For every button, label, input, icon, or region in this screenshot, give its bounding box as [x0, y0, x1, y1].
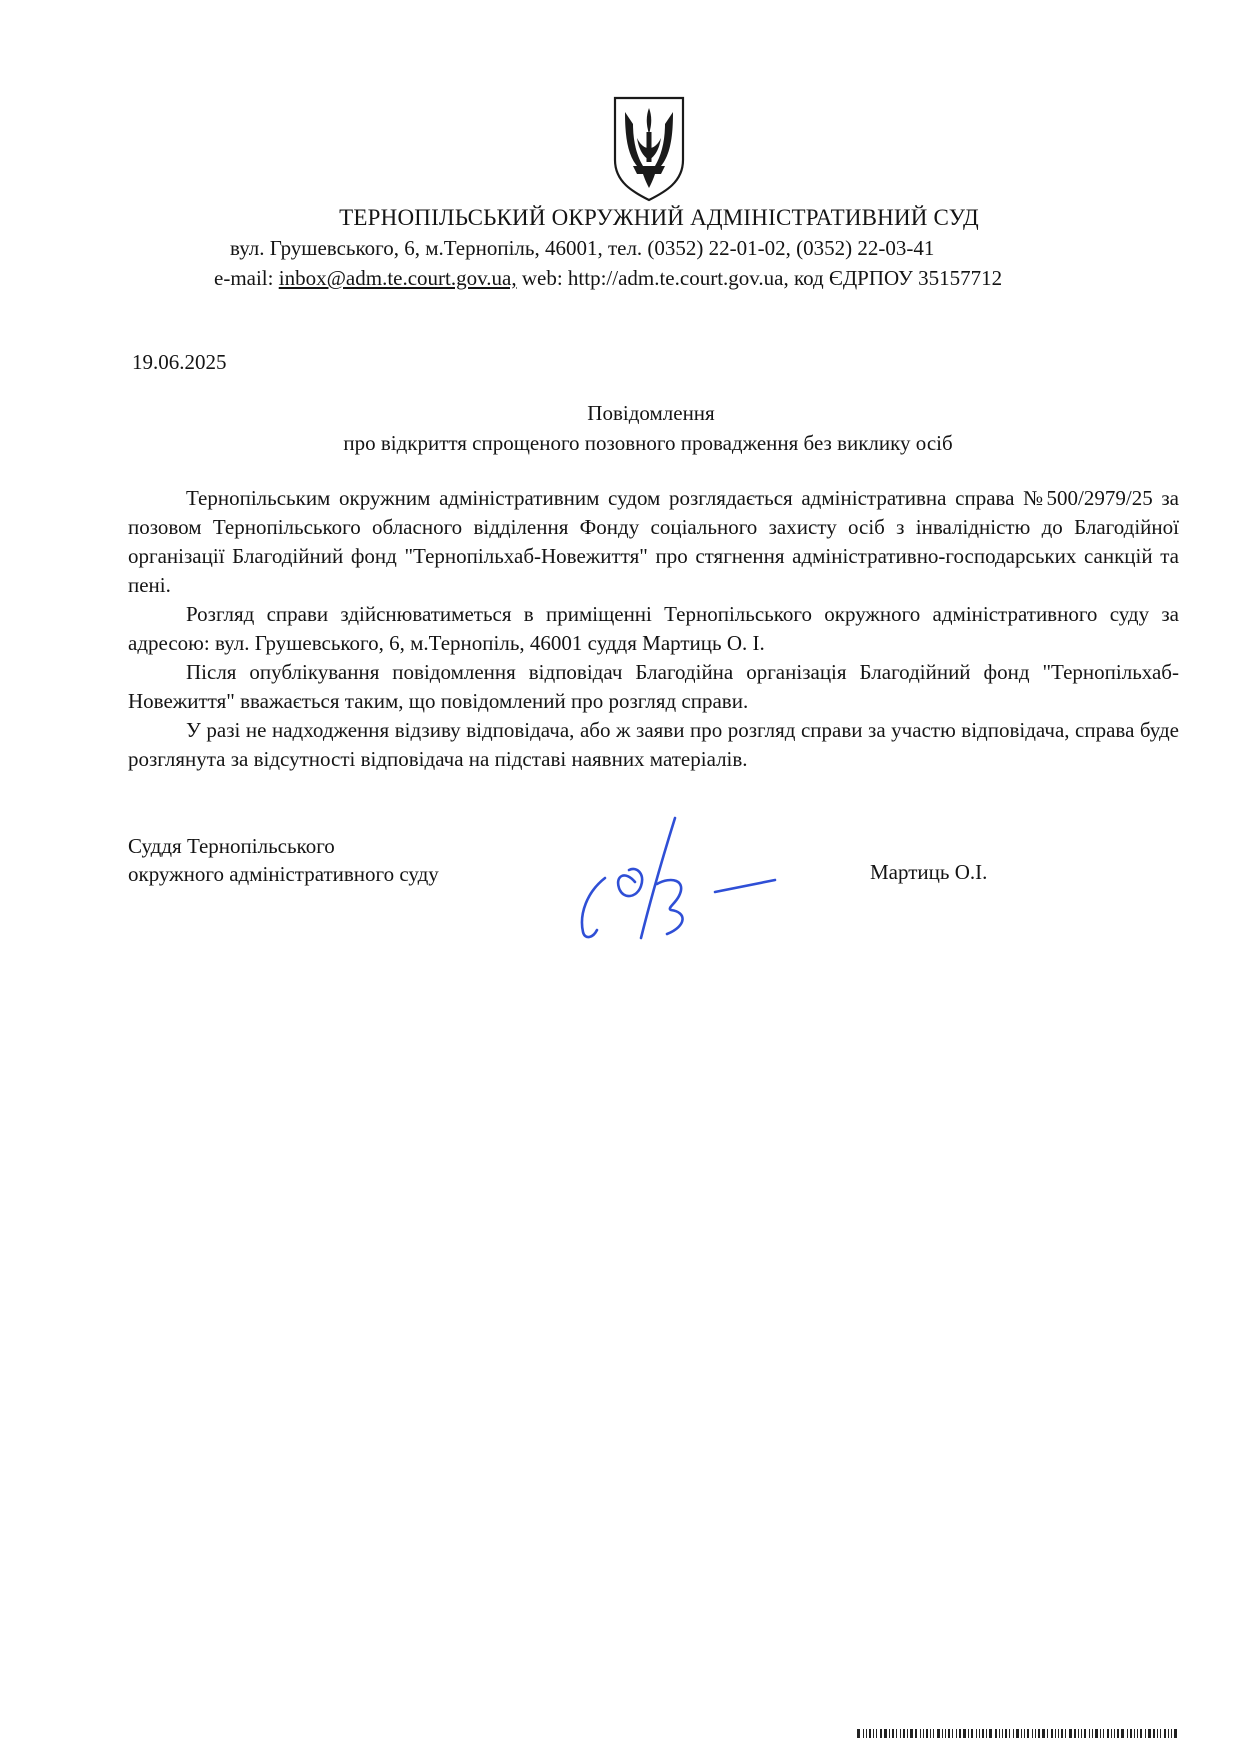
- barcode-bar: [1074, 1729, 1076, 1738]
- email-link[interactable]: inbox@adm.te.court.gov.ua,: [278, 266, 517, 290]
- barcode-bar: [1121, 1729, 1124, 1738]
- barcode-bar: [1078, 1729, 1079, 1738]
- body-paragraph: У разі не надходження відзиву відповідача, або ж заяви про розгляд справи за участю відповідача, справа буде розглянута за відсутності відповідача на підставі наявних матеріалів.: [128, 718, 1179, 771]
- barcode-bar: [1174, 1729, 1177, 1738]
- barcode-bar: [1148, 1729, 1151, 1738]
- barcode-bar: [999, 1729, 1000, 1738]
- barcode-bar: [982, 1729, 984, 1738]
- barcode-bar: [1107, 1729, 1109, 1738]
- barcode-bar: [1038, 1729, 1040, 1738]
- barcode-bar: [920, 1729, 921, 1738]
- trident-coat-of-arms-icon: [609, 94, 689, 202]
- barcode-bar: [1171, 1729, 1172, 1738]
- court-contacts: [214, 266, 1002, 291]
- barcode-bar: [892, 1729, 894, 1738]
- barcode-bar: [1002, 1729, 1003, 1738]
- barcode-bar: [1047, 1729, 1048, 1738]
- barcode-bar: [963, 1729, 966, 1738]
- body-paragraph: Після опублікування повідомлення відповідач Благодійна організація Благодійний фонд "Тернопільхаб-Новежиття" вважається таким, що повідомлений про розгляд справи.: [128, 660, 1179, 713]
- barcode-bar: [971, 1729, 973, 1738]
- barcode-bar: [937, 1729, 940, 1738]
- signatory-position-line: окружного адміністративного суду: [128, 862, 439, 886]
- barcode-bar: [1127, 1729, 1128, 1738]
- court-address: вул. Грушевського, 6, м.Тернопіль, 46001, тел. (0352) 22-01-02, (0352) 22-03-41: [230, 236, 935, 260]
- web-and-code: web: http://adm.te.court.gov.ua, код ЄДРПОУ 35157712: [516, 266, 1003, 290]
- document-title: Повідомлення: [587, 401, 715, 425]
- barcode-bar: [880, 1729, 882, 1738]
- barcode-bar: [866, 1729, 867, 1738]
- barcode-bar: [857, 1729, 860, 1738]
- barcode-bar: [1032, 1729, 1033, 1738]
- barcode-bar: [1051, 1729, 1053, 1738]
- signatory-position-line: Суддя Тернопільського: [128, 834, 335, 858]
- barcode-bar: [933, 1729, 934, 1738]
- barcode-bar: [1111, 1729, 1112, 1738]
- barcode-bar: [1140, 1729, 1142, 1738]
- barcode-bar: [1005, 1729, 1007, 1738]
- barcode-bar: [900, 1729, 901, 1738]
- email-label: e-mail:: [214, 266, 279, 290]
- barcode-bar: [863, 1729, 864, 1738]
- barcode-bar: [910, 1729, 913, 1738]
- barcode-bar: [976, 1729, 977, 1738]
- court-name: ТЕРНОПІЛЬСЬКИЙ ОКРУЖНИЙ АДМІНІСТРАТИВНИЙ СУД: [339, 205, 979, 230]
- document-body: [128, 484, 1179, 774]
- barcode-bar: [1042, 1729, 1045, 1738]
- body-paragraph: Тернопільським окружним адміністративним судом розглядається адміністративна справа №500/2979/25 за позовом Тернопільського обласного відділення Фонду соціального захисту осіб з інвалідністю до Благодійної організації Благодійний фонд "Тернопільхаб-Новежиття" про стягнення адміністративно-господарських санкцій та пені.: [128, 486, 1179, 597]
- document-date: 19.06.2025: [132, 350, 227, 374]
- barcode-bar: [1058, 1729, 1059, 1738]
- barcode-bar: [930, 1729, 931, 1738]
- barcode-bar: [926, 1729, 928, 1738]
- barcode-bar: [915, 1729, 917, 1738]
- barcode-bar: [1024, 1729, 1025, 1738]
- barcode-bar: [1095, 1729, 1098, 1738]
- barcode-bar: [956, 1729, 957, 1738]
- barcode-bar: [1081, 1729, 1082, 1738]
- barcode-bar: [1092, 1729, 1093, 1738]
- barcode-bar: [986, 1729, 987, 1738]
- barcode-bar: [923, 1729, 924, 1738]
- barcode-bar: [1021, 1729, 1022, 1738]
- barcode-bar: [1103, 1729, 1104, 1738]
- barcode-bar: [869, 1729, 871, 1738]
- barcode-bar: [1089, 1729, 1090, 1738]
- barcode-bar: [959, 1729, 961, 1738]
- barcode-bar: [1160, 1729, 1161, 1738]
- barcode-bar: [889, 1729, 890, 1738]
- body-paragraph: Розгляд справи здійснюватиметься в приміщенні Тернопільського окружного адміністративного суду за адресою: вул. Грушевського, 6, м.Тернопіль, 46001 суддя Мартиць О. І.: [128, 602, 1179, 655]
- barcode-bar: [1153, 1729, 1155, 1738]
- barcode-bar: [1164, 1729, 1166, 1738]
- barcode-bar: [884, 1729, 887, 1738]
- barcode-bar: [1013, 1729, 1014, 1738]
- barcode-bar: [907, 1729, 908, 1738]
- barcode-bar: [1027, 1729, 1029, 1738]
- barcode-bar: [1114, 1729, 1115, 1738]
- document-barcode: [857, 1729, 1179, 1738]
- barcode-bar: [1035, 1729, 1036, 1738]
- barcode-bar: [1145, 1729, 1146, 1738]
- barcode-bar: [1061, 1729, 1063, 1738]
- barcode-bar: [945, 1729, 946, 1738]
- barcode-bar: [995, 1729, 997, 1738]
- handwritten-signature: [575, 810, 805, 950]
- barcode-bar: [1130, 1729, 1132, 1738]
- barcode-bar: [979, 1729, 980, 1738]
- barcode-bar: [1100, 1729, 1101, 1738]
- barcode-bar: [1157, 1729, 1158, 1738]
- barcode-bar: [1009, 1729, 1010, 1738]
- barcode-bar: [1134, 1729, 1135, 1738]
- barcode-bar: [1065, 1729, 1066, 1738]
- barcode-bar: [948, 1729, 950, 1738]
- barcode-bar: [1055, 1729, 1056, 1738]
- barcode-bar: [1069, 1729, 1072, 1738]
- barcode-bar: [952, 1729, 953, 1738]
- barcode-bar: [942, 1729, 943, 1738]
- barcode-bar: [903, 1729, 905, 1738]
- barcode-bar: [1168, 1729, 1169, 1738]
- barcode-bar: [1016, 1729, 1019, 1738]
- barcode-bar: [873, 1729, 874, 1738]
- barcode-bar: [896, 1729, 897, 1738]
- barcode-bar: [1137, 1729, 1138, 1738]
- barcode-bar: [1084, 1729, 1086, 1738]
- judge-name: Мартиць О.І.: [870, 860, 988, 884]
- barcode-bar: [876, 1729, 877, 1738]
- barcode-bar: [968, 1729, 969, 1738]
- barcode-bar: [989, 1729, 992, 1738]
- document-subtitle: про відкриття спрощеного позовного провадження без виклику осіб: [343, 431, 953, 455]
- barcode-bar: [1117, 1729, 1119, 1738]
- signatory-position: [128, 832, 439, 888]
